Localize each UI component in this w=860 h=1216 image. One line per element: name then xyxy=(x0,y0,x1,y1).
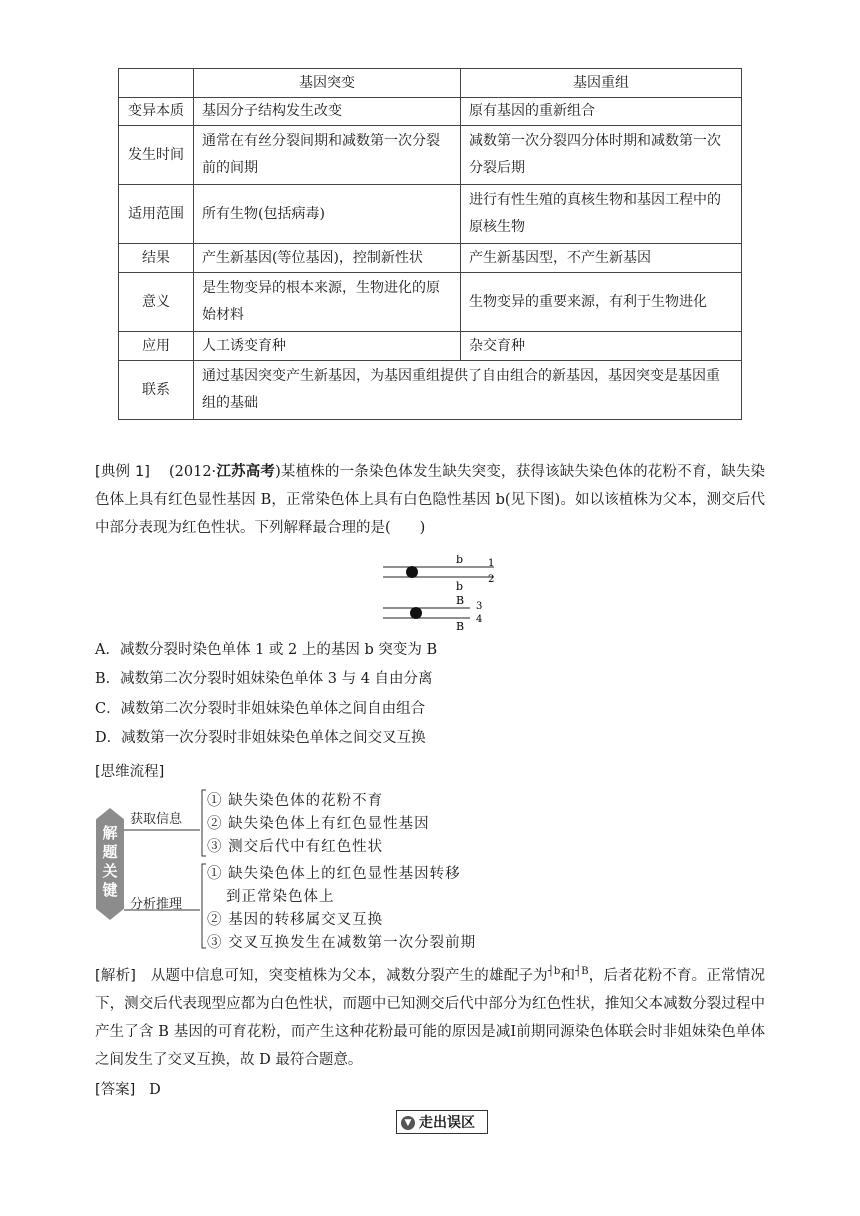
gamete-B: ┤B xyxy=(575,966,589,977)
chevron-down-icon: ▼ xyxy=(401,1116,415,1130)
row-label: 联系 xyxy=(119,361,194,420)
table-header-row xyxy=(119,69,742,98)
bracket-branch2 xyxy=(202,864,206,948)
branch2-item: ① 缺失染色体上的红色显性基因转移 xyxy=(207,866,461,882)
table-row xyxy=(119,244,742,273)
recombination-cell: 生物变异的重要来源，有利于生物进化 xyxy=(461,273,742,332)
row-label: 适用范围 xyxy=(119,185,194,244)
table-row xyxy=(119,185,742,244)
answer-tag: [答案] xyxy=(95,1082,136,1098)
row-label: 意义 xyxy=(119,273,194,332)
branch2-item: ② 基因的转移属交叉互换 xyxy=(207,912,384,928)
table-row-link xyxy=(119,361,742,420)
branch2-item: ③ 交叉互换发生在减数第一次分裂前期 xyxy=(207,935,477,951)
common-mistakes-label: 走出误区 xyxy=(419,1115,475,1131)
key-label xyxy=(96,824,124,900)
example-source-pre: (2012· xyxy=(169,464,217,480)
link-cell: 通过基因突变产生新基因，为基因重组提供了自由组合的新基因，基因突变是基因重组的基础 xyxy=(194,361,742,420)
row-label: 结果 xyxy=(119,244,194,273)
table-row xyxy=(119,126,742,185)
gene-label-b-lower: b xyxy=(456,580,464,593)
branch1-item: ③ 测交后代中有红色性状 xyxy=(207,839,384,855)
gene-label-B-lower: B xyxy=(456,620,465,633)
branch1-item: ① 缺失染色体的花粉不育 xyxy=(207,793,384,809)
gamete-B-gene: B xyxy=(581,966,589,977)
answer-line xyxy=(95,1078,161,1099)
mutation-cell: 所有生物(包括病毒) xyxy=(194,185,461,244)
centromere-top xyxy=(406,566,418,578)
example-stem xyxy=(95,458,765,542)
mutation-cell: 是生物变异的根本来源，生物进化的原始材料 xyxy=(194,273,461,332)
gamete-b-gene: b xyxy=(553,966,561,977)
row-label: 应用 xyxy=(119,332,194,361)
common-mistakes-button[interactable] xyxy=(396,1110,488,1134)
analysis-text-c: ，后者花粉不育。正常情况下，测交后代表现型应都为白色性状，而题中已知测交后代中部分为红色性状，推知父本减数分裂过程中产生了含 B 基因的可育花粉，而产生这种花粉最可能的原因是减Ⅰ前期同源染色体联会时非姐妹染色单体之间发生了交叉互换，故 D 最符合题意。 xyxy=(95,967,765,1068)
answer-value: D xyxy=(149,1082,161,1098)
recombination-cell: 进行有性生殖的真核生物和基因工程中的原核生物 xyxy=(461,185,742,244)
chromosome-figure xyxy=(378,555,498,635)
mutation-cell: 基因分子结构发生改变 xyxy=(194,98,461,126)
centromere-bottom xyxy=(410,607,422,619)
chromatid-number-1: 1 xyxy=(488,558,495,569)
analysis-tag: [解析] xyxy=(95,967,136,984)
mutation-cell: 人工诱变育种 xyxy=(194,332,461,361)
row-label: 发生时间 xyxy=(119,126,194,185)
mutation-cell: 产生新基因(等位基因)，控制新性状 xyxy=(194,244,461,273)
table-row xyxy=(119,273,742,332)
gene-label-b-upper: b xyxy=(456,555,464,566)
table-header-cell xyxy=(119,69,194,98)
branch1-label: 获取信息 xyxy=(130,812,183,827)
table-header-cell: 基因重组 xyxy=(461,69,742,98)
chromatid-number-4: 4 xyxy=(476,614,483,625)
table-row xyxy=(119,98,742,126)
recombination-cell: 产生新基因型，不产生新基因 xyxy=(461,244,742,273)
bracket-branch1 xyxy=(202,790,206,856)
recombination-cell: 杂交育种 xyxy=(461,332,742,361)
table-header-cell: 基因突变 xyxy=(194,69,461,98)
example-tag: [典例 1] xyxy=(95,464,150,480)
example-source: 江苏高考 xyxy=(216,464,276,480)
key-label-text: 解题关键 xyxy=(102,824,118,899)
option-d: D．减数第一次分裂时非姐妹染色单体之间交叉互换 xyxy=(95,730,426,746)
branch2-label: 分析推理 xyxy=(130,897,183,912)
example-stem-text: 某植株的一条染色体发生缺失突变，获得该缺失染色体的花粉不育，缺失染色体上具有红色显性基因 B，正常染色体上具有白色隐性基因 b(见下图)。如以该植株为父本，测交后代中部分表现为红色性状。下列解释最合理的是( ) xyxy=(95,464,766,536)
analysis-text-b: 和 xyxy=(560,967,576,984)
recombination-cell: 原有基因的重新组合 xyxy=(461,98,742,126)
branch2-item: 到正常染色体上 xyxy=(226,889,335,905)
option-a: A．减数分裂时染色单体 1 或 2 上的基因 b 突变为 B xyxy=(95,642,438,658)
row-label: 变异本质 xyxy=(119,98,194,126)
mutation-cell: 通常在有丝分裂间期和减数第一次分裂前的间期 xyxy=(194,126,461,185)
analysis-text-a: 从题中信息可知，突变植株为父本，减数分裂产生的雄配子为 xyxy=(135,967,548,984)
example-source-post: ) xyxy=(275,464,281,480)
chromatid-number-3: 3 xyxy=(476,601,483,612)
recombination-cell: 减数第一次分裂四分体时期和减数第一次分裂后期 xyxy=(461,126,742,185)
option-c: C．减数第二次分裂时非姐妹染色单体之间自由组合 xyxy=(95,701,426,717)
gene-label-B-upper: B xyxy=(456,594,465,607)
comparison-table xyxy=(118,68,742,420)
branch1-item: ② 缺失染色体上有红色显性基因 xyxy=(207,816,430,832)
analysis-paragraph xyxy=(95,958,765,1074)
option-b: B．减数第二次分裂时姐妹染色单体 3 与 4 自由分离 xyxy=(95,671,433,687)
thinking-title: [思维流程] xyxy=(95,764,165,780)
chromatid-number-2: 2 xyxy=(488,574,495,585)
table-row xyxy=(119,332,742,361)
gamete-b: ┤b xyxy=(547,966,561,977)
